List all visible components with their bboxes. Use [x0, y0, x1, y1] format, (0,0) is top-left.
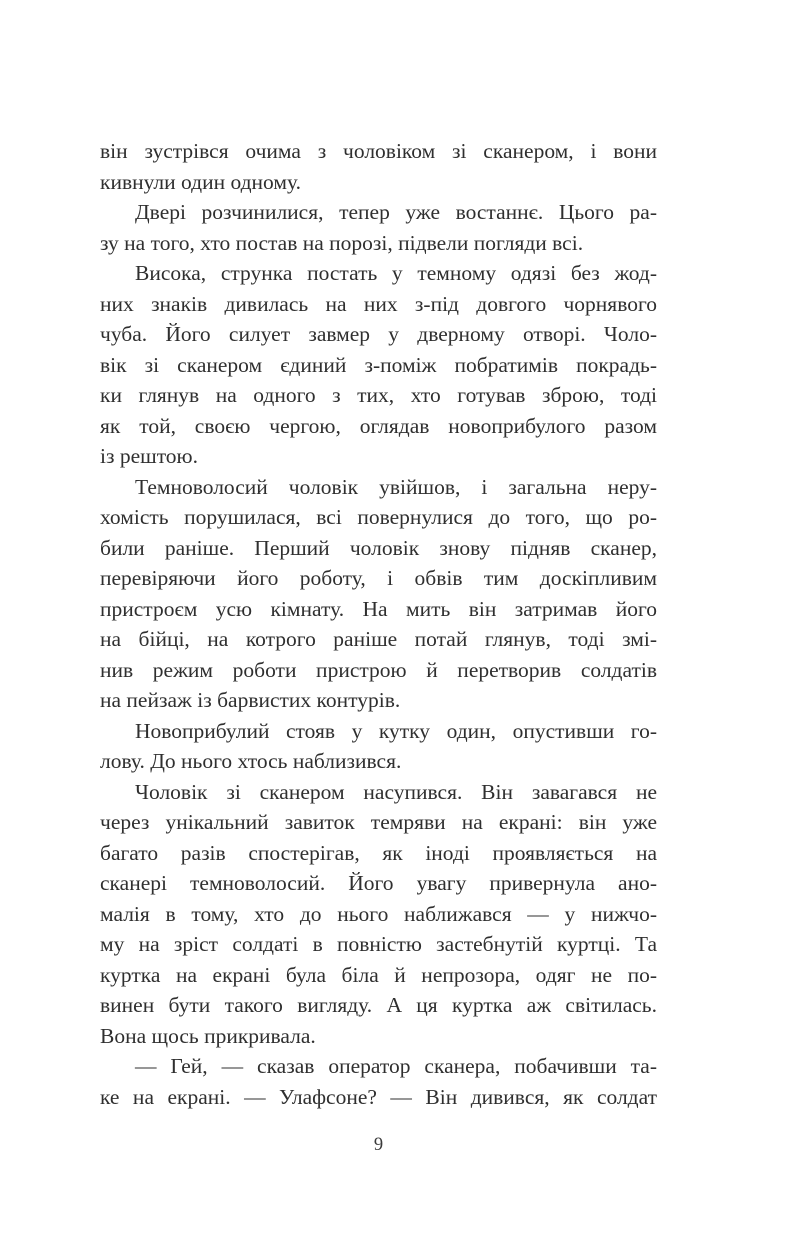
- text-line: чуба. Його силует завмер у дверному отворі. Чоло-: [100, 322, 657, 346]
- text-line: Двері розчинилися, тепер уже востаннє. Цього ра-: [135, 200, 657, 224]
- text-line: Вона щось прикривала.: [100, 1023, 316, 1048]
- text-line: Висока, струнка постать у темному одязі без жод-: [135, 261, 657, 285]
- text-line: малія в тому, хто до нього наближався — у нижчо-: [100, 901, 657, 926]
- text-line: винен бути такого вигляду. А ця куртка аж світилась.: [100, 993, 657, 1017]
- text-line: на пейзаж із барвистих контурів.: [100, 688, 401, 712]
- text-line: перевіряючи його роботу, і обвів тим доскіпливим: [100, 566, 657, 590]
- text-line: Чоловік зі сканером насупився. Він завагався не: [135, 779, 657, 804]
- text-line: — Гей, — сказав оператор сканера, побачивши та-: [135, 1054, 657, 1078]
- text-line: били раніше. Перший чоловік знову підняв сканер,: [100, 535, 657, 560]
- text-line: багато разів спостерігав, як іноді проявляється на: [100, 840, 657, 865]
- text-line: ки глянув на одного з тих, хто готував зброю, тоді: [100, 383, 657, 407]
- text-line: вік зі сканером єдиний з-поміж побратимів покрадь-: [100, 352, 657, 377]
- text-line: куртка на екрані була біла й непрозора, одяг не по-: [100, 962, 657, 987]
- text-line: лову. До нього хтось наблизився.: [100, 749, 402, 773]
- text-line: хомість порушилася, всі повернулися до того, що ро-: [100, 505, 657, 529]
- text-line: му на зріст солдаті в повністю застебнутій куртці. Та: [100, 932, 657, 956]
- text-line: них знаків дивилась на них з-під довгого чорнявого: [100, 291, 657, 316]
- text-line: із рештою.: [100, 444, 198, 468]
- text-line: нив режим роботи пристрою й перетворив солдатів: [100, 657, 657, 682]
- text-block: [100, 136, 657, 1112]
- text-line: кивнули один одному.: [100, 169, 301, 194]
- page-number: 9: [373, 1135, 384, 1155]
- text-line: на бійці, на котрого раніше потай глянув, тоді змі-: [100, 627, 657, 651]
- text-line: він зустрівся очима з чоловіком зі сканером, і вони: [100, 139, 657, 163]
- text-line: зу на того, хто постав на порозі, підвели погляди всі.: [100, 230, 584, 255]
- text-line: Новоприбулий стояв у кутку один, опустивши го-: [135, 718, 657, 743]
- text-line: сканері темноволосий. Його увагу привернула ано-: [100, 871, 657, 895]
- text-line: ке на екрані. — Улафсоне? — Він дивився, як солдат: [100, 1084, 657, 1109]
- text-line: як той, своєю чергою, оглядав новоприбулого разом: [100, 413, 657, 438]
- text-line: Темноволосий чоловік увійшов, і загальна неру-: [135, 474, 657, 499]
- text-line: пристроєм усю кімнату. На мить він затримав його: [100, 596, 657, 621]
- text-line: через унікальний завиток темряви на екрані: він уже: [100, 810, 657, 834]
